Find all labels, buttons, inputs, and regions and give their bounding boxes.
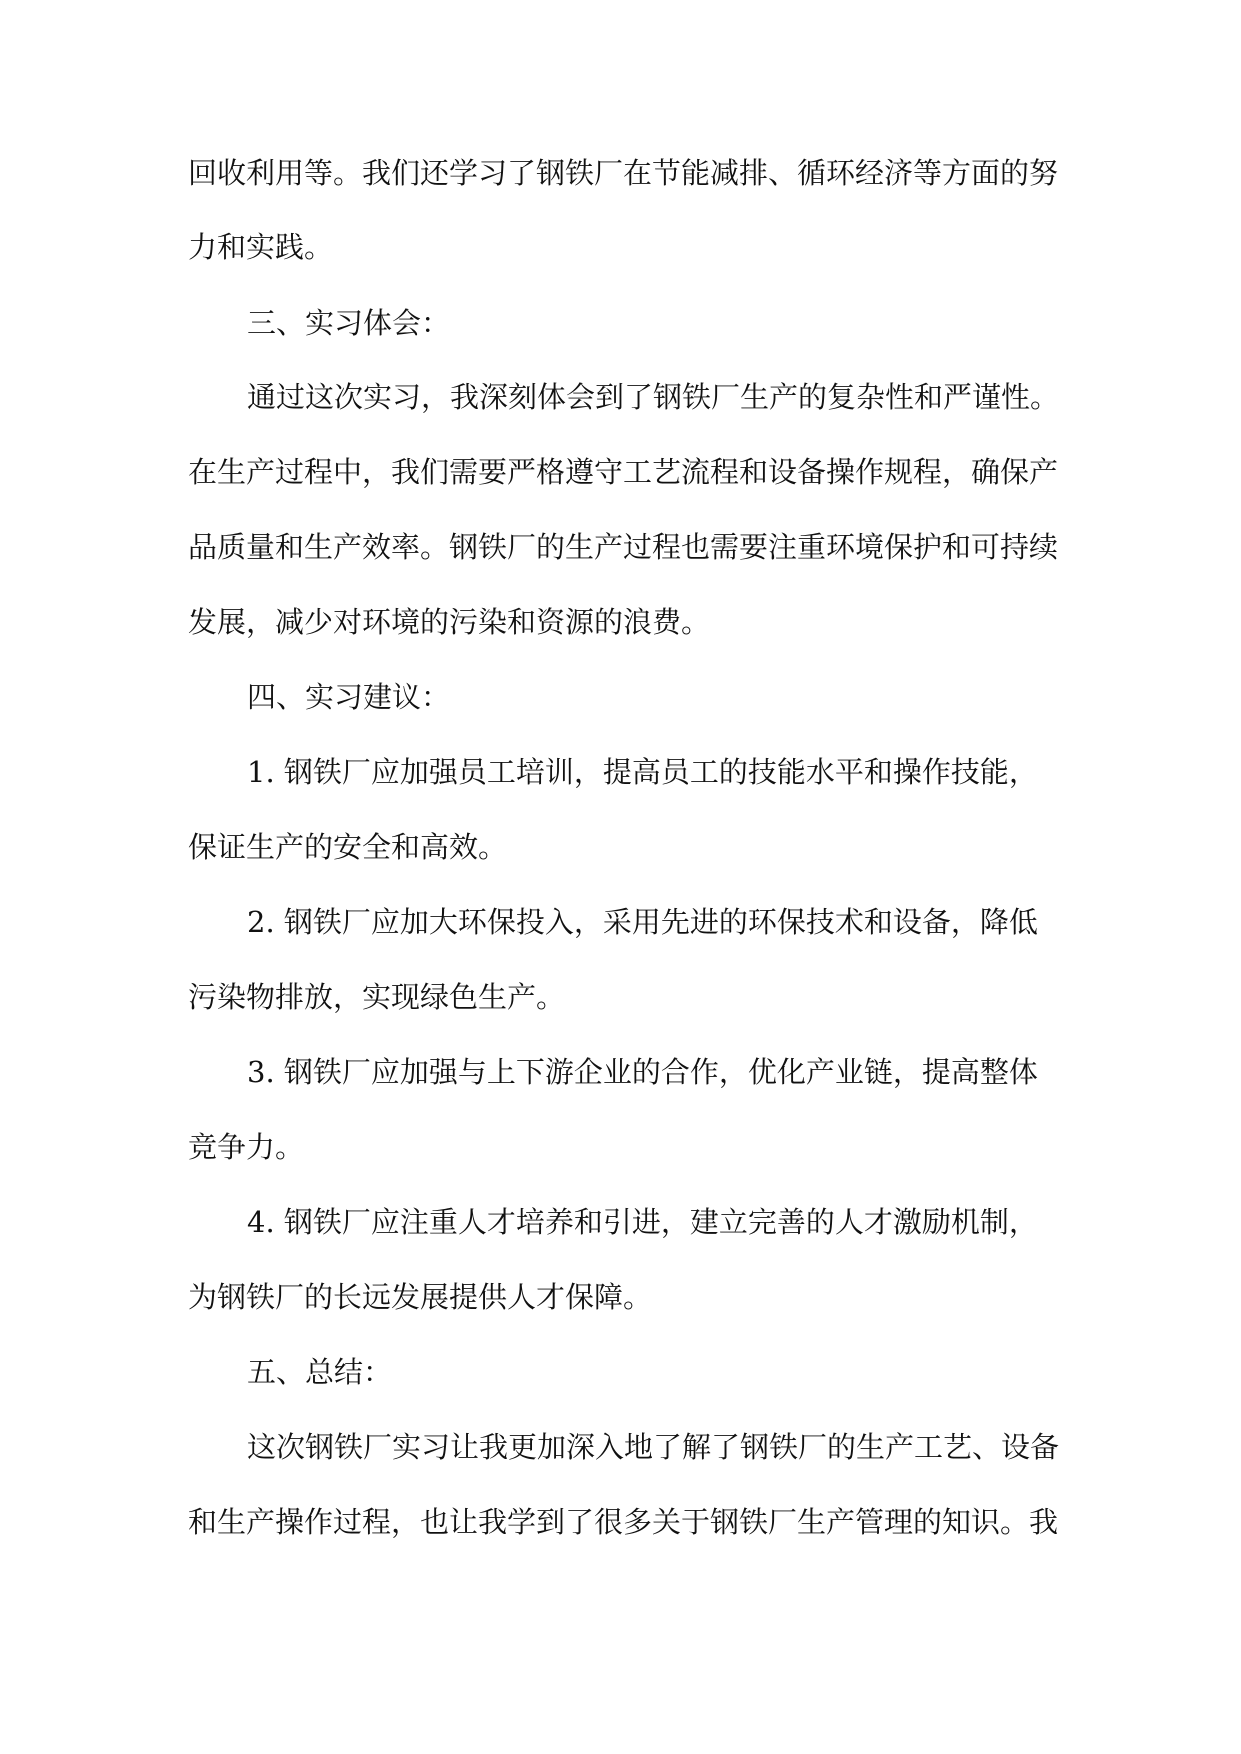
text-line: 通过这次实习，我深刻体会到了钢铁厂生产的复杂性和严谨性。 xyxy=(247,380,1060,414)
section-heading: 五、总结： xyxy=(247,1355,393,1389)
text-line: 和生产操作过程，也让我学到了很多关于钢铁厂生产管理的知识。我 xyxy=(188,1505,1059,1539)
text-line: 发展，减少对环境的污染和资源的浪费。 xyxy=(188,605,711,639)
text-line: 这次钢铁厂实习让我更加深入地了解了钢铁厂的生产工艺、设备 xyxy=(247,1430,1060,1464)
section-heading: 四、实习建议： xyxy=(247,680,451,714)
text-line: 力和实践。 xyxy=(188,230,334,264)
text-line: 回收利用等。我们还学习了钢铁厂在节能减排、循环经济等方面的努 xyxy=(188,156,1059,190)
text-line: 在生产过程中，我们需要严格遵守工艺流程和设备操作规程，确保产 xyxy=(188,455,1059,489)
list-item: 4. 钢铁厂应注重人才培养和引进，建立完善的人才激励机制， xyxy=(247,1205,1038,1239)
text-line: 品质量和生产效率。钢铁厂的生产过程也需要注重环境保护和可持续 xyxy=(188,530,1059,564)
section-heading: 三、实习体会： xyxy=(247,306,451,340)
text-line: 污染物排放，实现绿色生产。 xyxy=(188,980,566,1014)
text-line: 保证生产的安全和高效。 xyxy=(188,830,508,864)
text-line: 竞争力。 xyxy=(188,1130,305,1164)
list-item: 1. 钢铁厂应加强员工培训，提高员工的技能水平和操作技能， xyxy=(247,755,1038,789)
text-line: 为钢铁厂的长远发展提供人才保障。 xyxy=(188,1280,653,1314)
list-item: 2. 钢铁厂应加大环保投入，采用先进的环保技术和设备，降低 xyxy=(247,905,1038,939)
list-item: 3. 钢铁厂应加强与上下游企业的合作，优化产业链，提高整体 xyxy=(247,1055,1038,1089)
